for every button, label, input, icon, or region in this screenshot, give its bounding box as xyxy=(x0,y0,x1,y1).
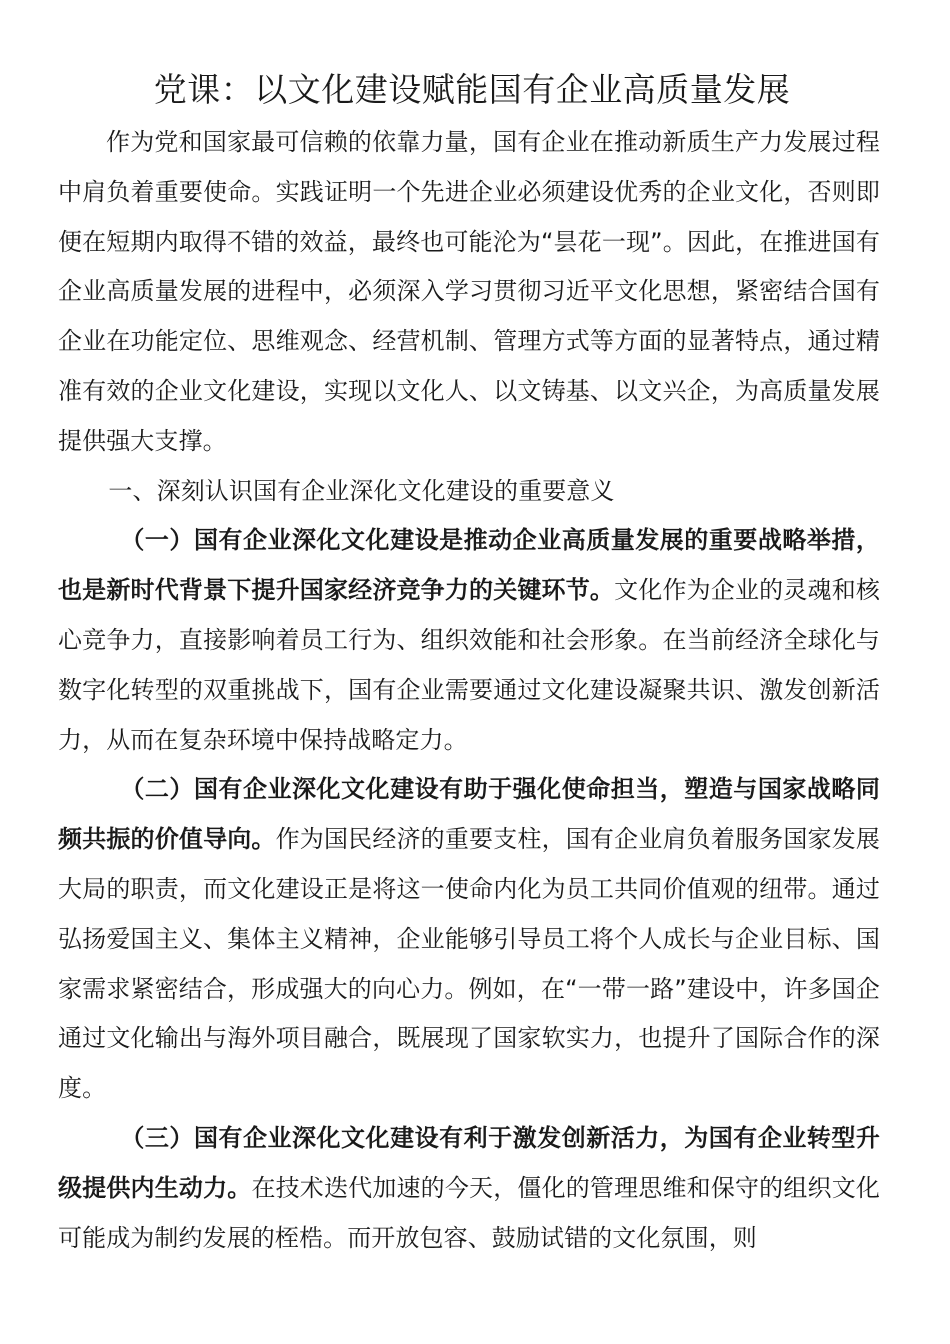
point-body-2: 作为国民经济的重要支柱，国有企业肩负着服务国家发展大局的职责，而文化建设正是将这一使命内化为员工共同价值观的纽带。通过弘扬爱国主义、集体主义精神，企业能够引导员工将个人成长与企业目标、国家需求紧密结合，形成强大的向心力。例如，在“一带一路”建设中，许多国企通过文化输出与海外项目融合，既展现了国家软实力，也提升了国际合作的深度。 xyxy=(58,825,880,1103)
section-heading: 一、深刻认识国有企业深化文化建设的重要意义 xyxy=(108,476,615,505)
intro-paragraph: 作为党和国家最可信赖的依靠力量，国有企业在推动新质生产力发展过程中肩负着重要使命。实践证明一个先进企业必须建设优秀的企业文化，否则即便在短期内取得不错的效益，最终也可能沦为“昙花一现”。因此，在推进国有企业高质量发展的进程中，必须深入学习贯彻习近平文化思想，紧密结合国有企业在功能定位、思维观念、经营机制、管理方式等方面的显著特点，通过精准有效的企业文化建设，实现以文化人、以文铸基、以文兴企，为高质量发展提供强大支撑。 xyxy=(58,128,880,455)
point-paragraph-1 xyxy=(58,516,880,765)
point-heading-3: （三）国有企业深化文化建设有利于激发创新活力，为国有企业转型升级提供内生动力。 xyxy=(58,1123,880,1202)
point-paragraph-2 xyxy=(58,765,880,1114)
point-body-3: 在技术迭代加速的今天，僵化的管理思维和保守的组织文化可能成为制约发展的桎梏。而开放包容、鼓励试错的文化氛围，则 xyxy=(58,1173,880,1252)
point-heading-1: （一）国有企业深化文化建设是推动企业高质量发展的重要战略举措，也是新时代背景下提升国家经济竞争力的关键环节。 xyxy=(58,526,880,605)
point-paragraph-3 xyxy=(58,1114,880,1263)
point-body-1: 文化作为企业的灵魂和核心竞争力，直接影响着员工行为、组织效能和社会形象。在当前经济全球化与数字化转型的双重挑战下，国有企业需要通过文化建设凝聚共识、激发创新活力，从而在复杂环境中保持战略定力。 xyxy=(58,576,880,754)
document-title: 党课：以文化建设赋能国有企业高质量发展 xyxy=(153,70,791,109)
point-heading-2: （二）国有企业深化文化建设有助于强化使命担当，塑造与国家战略同频共振的价值导向。 xyxy=(58,775,880,854)
